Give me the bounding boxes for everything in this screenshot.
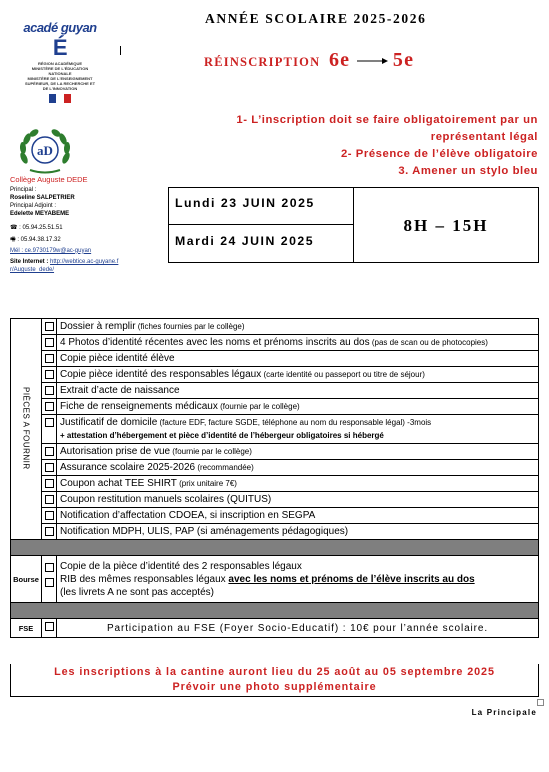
checkbox[interactable] bbox=[45, 622, 54, 631]
item-text-cell bbox=[57, 508, 539, 524]
item-main: 4 Photos d’identité récentes avec les noms et prénoms inscrits au dos bbox=[60, 337, 370, 348]
checkbox-cell bbox=[42, 492, 57, 508]
checkbox-cell bbox=[42, 619, 57, 638]
item-text-cell bbox=[57, 524, 539, 540]
item-text-cell bbox=[57, 351, 539, 367]
date-1: Lundi 23 JUIN 2025 bbox=[175, 196, 315, 210]
checkbox-cell bbox=[42, 556, 57, 603]
adjoint-label: Principal Adjoint : bbox=[10, 203, 57, 210]
item-note: (carte identité ou passeport ou titre de séjour) bbox=[261, 370, 425, 379]
bourse-text-cell bbox=[57, 556, 539, 603]
from-grade: 6e bbox=[328, 49, 351, 71]
pieces-label: PIÈCES A FOURNIR bbox=[21, 386, 31, 470]
item-main: Fiche de renseignements médicaux bbox=[60, 401, 218, 412]
table-row bbox=[11, 367, 539, 383]
checkbox[interactable] bbox=[45, 338, 54, 347]
table-row bbox=[11, 383, 539, 399]
item-main: Coupon achat TEE SHIRT bbox=[60, 478, 177, 489]
french-flag-icon bbox=[49, 94, 71, 103]
checkbox-cell bbox=[42, 335, 57, 351]
item-note: (fiches fournies par le collège) bbox=[135, 322, 245, 331]
date-2: Mardi 24 JUIN 2025 bbox=[175, 234, 315, 248]
principal-label: Principal : bbox=[10, 187, 37, 194]
checkbox[interactable] bbox=[45, 354, 54, 363]
item-bold-line: + attestation d’hébergement et pièce d’identité de l’hébergeur obligatoires si hébergé bbox=[60, 431, 384, 440]
separator bbox=[11, 540, 539, 556]
table-row bbox=[11, 444, 539, 460]
item-note: (fournie par le collège) bbox=[217, 402, 300, 411]
arrow-right-icon bbox=[355, 56, 389, 66]
footer-box bbox=[10, 664, 539, 697]
table-row bbox=[11, 524, 539, 540]
academy-logo bbox=[22, 20, 98, 103]
instruction-2: 2- Présence de l’élève obligatoire bbox=[340, 148, 538, 160]
fse-text: Participation au FSE (Foyer Socio-Educatif) : 10€ pour l’année scolaire. bbox=[57, 619, 539, 638]
academy-logo-mark bbox=[22, 20, 98, 61]
item-main: Notification MDPH, ULIS, PAP (si aménagements pédagogiques) bbox=[60, 526, 349, 537]
bourse-line-2-start: RIB des mêmes responsables légaux bbox=[60, 574, 229, 585]
academy-logo-letter: É bbox=[52, 35, 68, 60]
principal-name: Roseline SALPETRIER bbox=[10, 195, 75, 202]
table-row bbox=[11, 460, 539, 476]
fse-row bbox=[11, 619, 539, 638]
bourse-line-2 bbox=[60, 573, 535, 586]
academy-line-2: MINISTÈRE DE L'ÉDUCATION NATIONALE bbox=[31, 66, 89, 76]
checkbox-cell bbox=[42, 460, 57, 476]
separator bbox=[11, 603, 539, 619]
checkbox-cell bbox=[42, 399, 57, 415]
pieces-table bbox=[10, 318, 539, 638]
checkbox-cell bbox=[42, 367, 57, 383]
item-text-cell bbox=[57, 367, 539, 383]
page-title: ANNÉE SCOLAIRE 2025-2026 bbox=[205, 11, 427, 26]
item-main: Copie pièce identité élève bbox=[60, 353, 175, 364]
item-main: Justificatif de domicile bbox=[60, 417, 158, 428]
checkbox[interactable] bbox=[45, 447, 54, 456]
reinscription-heading bbox=[204, 49, 414, 72]
checkbox[interactable] bbox=[45, 479, 54, 488]
item-text-cell bbox=[57, 460, 539, 476]
to-grade: 5e bbox=[392, 49, 415, 71]
checkbox-cell bbox=[42, 524, 57, 540]
cantine-notice: Les inscriptions à la cantine auront lieu du 25 août au 05 septembre 2025 bbox=[54, 666, 495, 678]
checkbox[interactable] bbox=[45, 463, 54, 472]
mel-line[interactable]: Mél : ce.9730179w@ac-guyan bbox=[10, 247, 92, 254]
schedule-box bbox=[168, 187, 539, 263]
college-name: Collège Auguste DEDE bbox=[10, 175, 88, 184]
instruction-3: 3. Amener un stylo bleu bbox=[398, 165, 538, 177]
svg-text:aD: aD bbox=[37, 143, 53, 158]
checkbox-cell bbox=[42, 508, 57, 524]
item-text-cell bbox=[57, 476, 539, 492]
item-main: Assurance scolaire 2025-2026 bbox=[60, 462, 196, 473]
reinscription-label: RÉINSCRIPTION bbox=[204, 55, 321, 69]
bourse-line-2-bold: avec les noms et prénoms de l’élève inscrits au dos bbox=[228, 574, 475, 585]
fax-line bbox=[10, 236, 120, 244]
table-resize-handle[interactable] bbox=[537, 699, 544, 706]
checkbox[interactable] bbox=[45, 418, 54, 427]
item-text-cell bbox=[57, 319, 539, 335]
separator-row bbox=[11, 603, 539, 619]
table-row bbox=[11, 476, 539, 492]
item-text-cell bbox=[57, 444, 539, 460]
table-row bbox=[11, 415, 539, 444]
checkbox-cell bbox=[42, 351, 57, 367]
separator-row bbox=[11, 540, 539, 556]
checkbox[interactable] bbox=[45, 511, 54, 520]
checkbox[interactable] bbox=[45, 322, 54, 331]
phone-line bbox=[10, 224, 120, 232]
photo-notice: Prévoir une photo supplémentaire bbox=[172, 681, 377, 693]
college-logo-icon bbox=[18, 128, 72, 176]
signature: La Principale bbox=[471, 708, 537, 717]
college-info bbox=[10, 176, 120, 274]
item-note: (pas de scan ou de photocopies) bbox=[369, 338, 488, 347]
bourse-line-1: Copie de la pièce d’identité des 2 responsables légaux bbox=[60, 561, 302, 572]
item-text-cell bbox=[57, 335, 539, 351]
date-cell-2 bbox=[169, 225, 354, 263]
item-text-cell bbox=[57, 415, 539, 444]
checkbox[interactable] bbox=[45, 370, 54, 379]
divider-tick bbox=[120, 46, 121, 55]
item-main: Copie pièce identité des responsables légaux bbox=[60, 369, 262, 380]
phone-number: : 05.94.25.51.51 bbox=[19, 225, 63, 232]
item-text-cell bbox=[57, 383, 539, 399]
checkbox[interactable] bbox=[45, 527, 54, 536]
checkbox-cell bbox=[42, 415, 57, 444]
bourse-line-3: (les livrets A ne sont pas acceptés) bbox=[60, 587, 214, 598]
item-main: Coupon restitution manuels scolaires (QUITUS) bbox=[60, 494, 272, 505]
instruction-1: 1- L’inscription doit se faire obligatoirement par un représentant légal bbox=[236, 114, 538, 143]
instructions bbox=[168, 112, 538, 180]
checkbox[interactable] bbox=[45, 386, 54, 395]
table-row bbox=[11, 335, 539, 351]
academy-line-1: RÉGION ACADÉMIQUE bbox=[37, 61, 83, 66]
item-main: Dossier à remplir bbox=[60, 321, 136, 332]
item-note: (prix unitaire 7€) bbox=[176, 479, 237, 488]
checkbox[interactable] bbox=[45, 578, 54, 587]
table-row bbox=[11, 508, 539, 524]
bourse-row bbox=[11, 556, 539, 603]
item-main: Autorisation prise de vue bbox=[60, 446, 171, 457]
checkbox-cell bbox=[42, 383, 57, 399]
checkbox[interactable] bbox=[45, 563, 54, 572]
site-label: Site Internet : bbox=[10, 258, 49, 265]
fse-label: FSE bbox=[11, 619, 42, 638]
bourse-label: Bourse bbox=[11, 556, 42, 603]
table-row bbox=[11, 351, 539, 367]
table-row bbox=[11, 492, 539, 508]
phone-icon: ☎ bbox=[10, 225, 18, 232]
table-row bbox=[11, 399, 539, 415]
item-main: Extrait d’acte de naissance bbox=[60, 385, 180, 396]
checkbox[interactable] bbox=[45, 495, 54, 504]
pieces-label-cell bbox=[11, 319, 42, 540]
checkbox-cell bbox=[42, 319, 57, 335]
fax-number: : 05.94.38.17.32 bbox=[17, 236, 61, 243]
item-text-cell bbox=[57, 399, 539, 415]
item-note: (recommandée) bbox=[195, 463, 254, 472]
table-row bbox=[11, 319, 539, 335]
checkbox-cell bbox=[42, 476, 57, 492]
fax-icon: 🖷 bbox=[10, 236, 16, 243]
site-link[interactable]: http://webtice.ac-guyane.fr/Auguste_dede/ bbox=[10, 258, 119, 273]
site-line bbox=[10, 258, 120, 274]
checkbox[interactable] bbox=[45, 402, 54, 411]
checkbox-cell bbox=[42, 444, 57, 460]
item-note: (facture EDF, facture SGDE, téléphone au nom du responsable légal) -3mois bbox=[157, 418, 432, 427]
item-text-cell bbox=[57, 492, 539, 508]
item-main: Notification d’affectation CDOEA, si inscription en SEGPA bbox=[60, 510, 316, 521]
adjoint-name: Edelette MEYABEME bbox=[10, 211, 70, 218]
academy-line-3: MINISTÈRE DE L'ENSEIGNEMENT SUPÉRIEUR, DE LA RECHERCHE ET DE L'INNOVATION bbox=[24, 76, 96, 91]
hours: 8H – 15H bbox=[403, 215, 489, 235]
date-cell-1 bbox=[169, 188, 354, 225]
academy-logo-text: acadé guyan bbox=[23, 20, 97, 35]
item-note: (fournie par le collège) bbox=[170, 447, 252, 456]
